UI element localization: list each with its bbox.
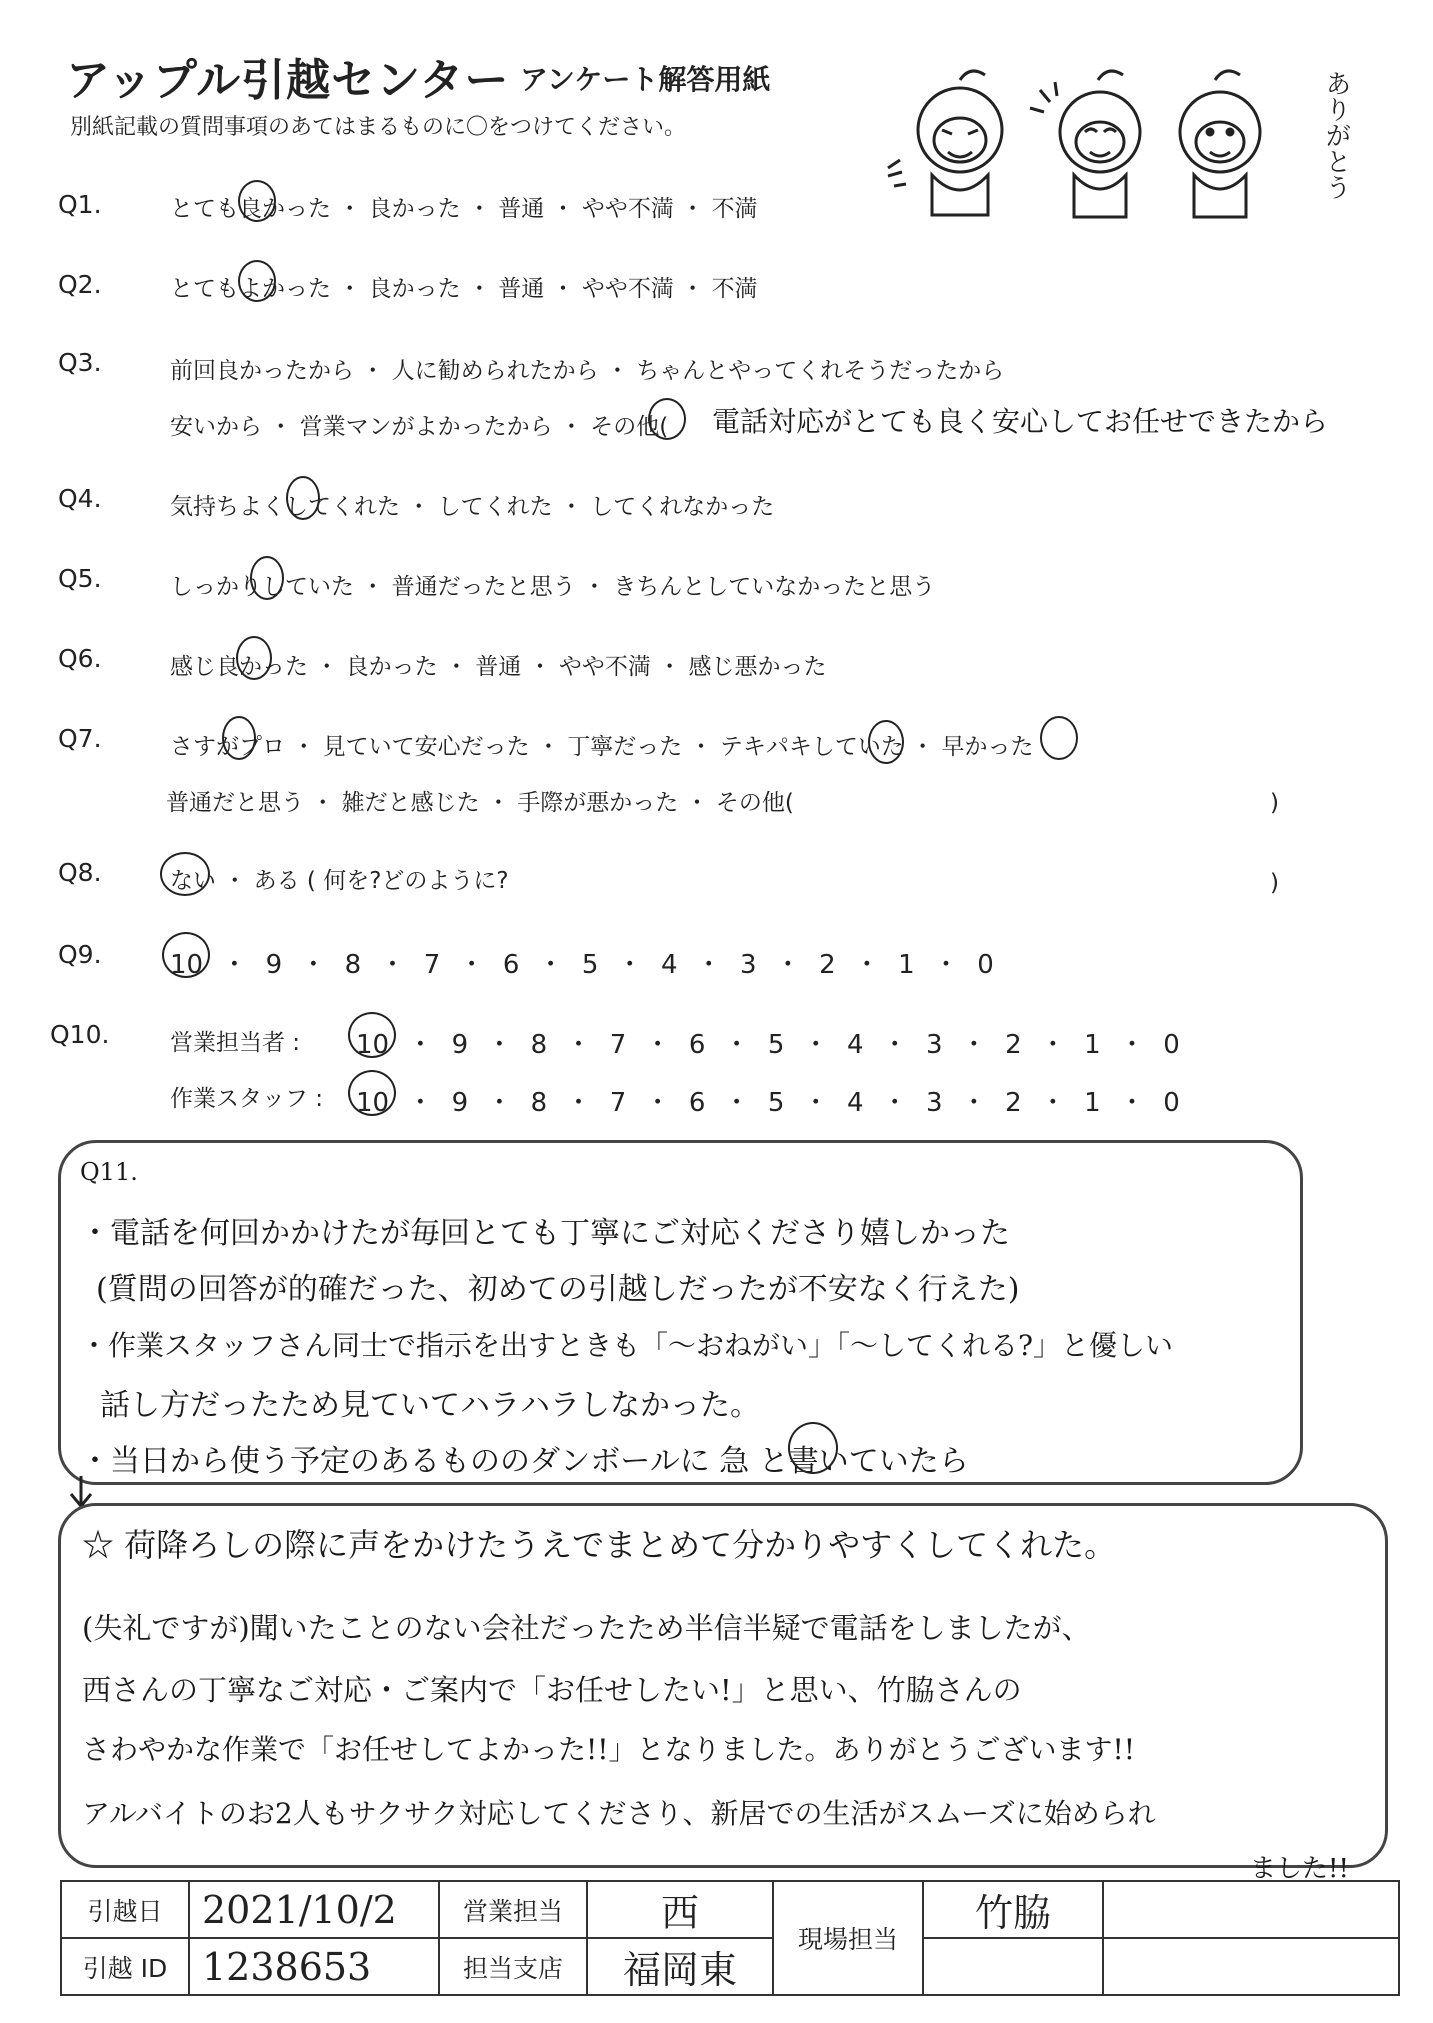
q2-label: Q2.	[58, 270, 102, 299]
site-staff-extra-cell	[1103, 1881, 1399, 1938]
q3-options-line1: 前回良かったから ・ 人に勧められたから ・ ちゃんとやってくれそうだったから	[170, 358, 1005, 384]
q8-answer-circle[interactable]	[160, 852, 210, 896]
q1-options: とても良かった ・ 良かった ・ 普通 ・ やや不満 ・ 不満	[170, 196, 758, 222]
sales-rep-label: 営業担当	[439, 1881, 587, 1938]
q4-label: Q4.	[58, 484, 102, 513]
comment-line: 西さんの丁寧なご対応・ご案内で「お任せしたい!」と思い、竹脇さんの	[82, 1673, 1022, 1707]
q7-label: Q7.	[58, 724, 102, 753]
site-staff-empty-cell	[923, 1938, 1103, 1995]
q9-answer-circle[interactable]	[162, 932, 210, 978]
comment-line: さわやかな作業で「お任せしてよかった!!」となりました。ありがとうございます!!	[82, 1733, 1136, 1766]
q11-line: (質問の回答が的確だった、初めての引越しだったが不安なく行えた)	[96, 1272, 1020, 1307]
q7-options-line2: 普通だと思う ・ 雑だと感じた ・ 手際が悪かった ・ その他(	[166, 790, 794, 816]
company-title: アップル引越センター	[66, 55, 510, 106]
comment-line: (失礼ですが)聞いたことのない会社だったため半信半疑で電話をしましたが、	[82, 1611, 1091, 1645]
q3-answer-circle[interactable]	[648, 398, 686, 440]
comment-line: アルバイトのお2人もサクサク対応してくださり、新居での生活がスムーズに始められ	[82, 1797, 1156, 1830]
q10-staff-label: 作業スタッフ :	[170, 1086, 324, 1112]
q5-options: しっかりしていた ・ 普通だったと思う ・ きちんとしていなかったと思う	[170, 574, 936, 600]
q10-sales-answer-circle[interactable]	[348, 1012, 396, 1058]
site-staff-value: 竹脇	[923, 1881, 1103, 1938]
q8-close-paren: )	[1270, 870, 1279, 896]
site-staff-empty-cell-2	[1103, 1938, 1399, 1995]
comment-line: ました!!	[1250, 1854, 1349, 1884]
move-date-value: 2021/10/2	[189, 1881, 439, 1938]
site-staff-label: 現場担当	[773, 1881, 923, 1995]
q1-label: Q1.	[58, 190, 102, 219]
q2-options: とてもよかった ・ 良かった ・ 普通 ・ やや不満 ・ 不満	[170, 276, 758, 302]
q10-label: Q10.	[50, 1020, 110, 1049]
move-info-table	[60, 1880, 1400, 1996]
q11-line: ・当日から使う予定のあるもののダンボールに 急 と書いていたら	[80, 1444, 969, 1479]
q8-options: ない ・ ある ( 何を?どのように?	[170, 868, 509, 894]
q7-options-line1: さすがプロ ・ 見ていて安心だった ・ 丁寧だった ・ テキパキしていた ・ 早かった	[170, 734, 1034, 760]
q9-scale: 10 ・ 9 ・ 8 ・ 7 ・ 6 ・ 5 ・ 4 ・ 3 ・ 2 ・ 1 ・ 0	[170, 950, 994, 980]
mascot-caption: ありがとう	[1321, 70, 1351, 200]
q11-kyu-circle	[788, 1422, 838, 1474]
q11-label: Q11.	[80, 1158, 138, 1186]
q11-line: 話し方だったため見ていてハラハラしなかった。	[100, 1388, 760, 1423]
branch-value: 福岡東	[587, 1938, 773, 1995]
form-instruction: 別紙記載の質問事項のあてはまるものに〇をつけてください。	[70, 115, 687, 140]
move-id-label: 引越 ID	[61, 1938, 189, 1995]
q8-label: Q8.	[58, 858, 102, 887]
comment-line: ☆ 荷降ろしの際に声をかけたうえでまとめて分かりやすくしてくれた。	[82, 1526, 1117, 1564]
q6-options: 感じ良かった ・ 良かった ・ 普通 ・ やや不満 ・ 感じ悪かった	[170, 654, 827, 680]
form-subtitle: アンケート解答用紙	[520, 63, 771, 96]
q7-answer-circle-pro[interactable]	[222, 716, 256, 760]
q3-other-answer: 電話対応がとても良く安心してお任せできたから	[712, 405, 1329, 438]
q6-label: Q6.	[58, 644, 102, 673]
move-id-value: 1238653	[189, 1938, 439, 1995]
q11-line: ・電話を何回かかけたが毎回とても丁寧にご対応くださり嬉しかった	[80, 1216, 1010, 1251]
q7-close-paren: )	[1270, 790, 1279, 816]
q3-options-line2: 安いから ・ 営業マンがよかったから ・ その他(	[170, 414, 669, 440]
sales-rep-value: 西	[587, 1881, 773, 1938]
q5-answer-circle[interactable]	[250, 556, 284, 600]
move-date-label: 引越日	[61, 1881, 189, 1938]
q4-answer-circle[interactable]	[286, 476, 320, 520]
branch-label: 担当支店	[439, 1938, 587, 1995]
q4-options: 気持ちよくしてくれた ・ してくれた ・ してくれなかった	[170, 494, 775, 520]
q5-label: Q5.	[58, 564, 102, 593]
q11-line: ・作業スタッフさん同士で指示を出すときも「〜おねがい」「〜してくれる?」と優しい	[80, 1329, 1174, 1362]
q6-answer-circle[interactable]	[236, 636, 272, 680]
q10-sales-scale: 10 ・ 9 ・ 8 ・ 7 ・ 6 ・ 5 ・ 4 ・ 3 ・ 2 ・ 1 ・ 0	[356, 1030, 1180, 1060]
monkey-mascots-illustration	[880, 60, 1320, 230]
q10-staff-scale: 10 ・ 9 ・ 8 ・ 7 ・ 6 ・ 5 ・ 4 ・ 3 ・ 2 ・ 1 ・ 0	[356, 1088, 1180, 1118]
q3-label: Q3.	[58, 348, 102, 377]
q7-answer-circle-tekipaki[interactable]	[868, 720, 904, 764]
q11-comment-box	[58, 1140, 1303, 1485]
q10-sales-label: 営業担当者 :	[170, 1030, 301, 1056]
q1-answer-circle[interactable]	[238, 180, 276, 222]
q10-staff-answer-circle[interactable]	[348, 1070, 396, 1116]
q2-answer-circle[interactable]	[238, 260, 276, 302]
q7-answer-circle-hayakatta[interactable]	[1040, 716, 1078, 760]
q9-label: Q9.	[58, 940, 102, 969]
